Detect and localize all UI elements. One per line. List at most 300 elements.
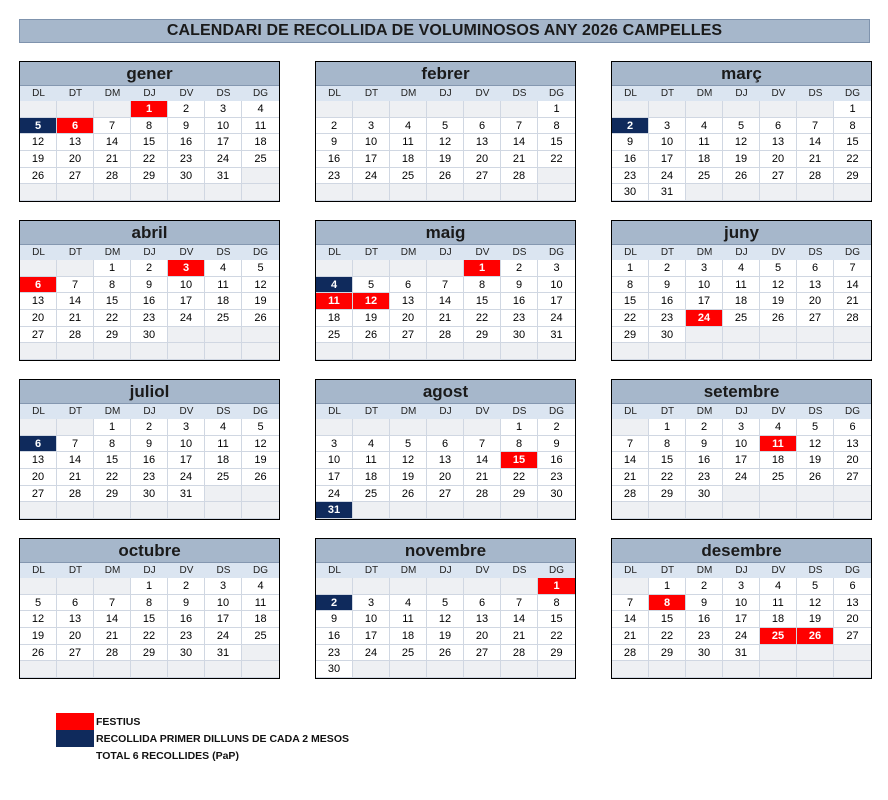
empty-cell xyxy=(390,502,427,519)
empty-cell xyxy=(760,661,797,678)
day-cell: 13 xyxy=(834,436,871,453)
empty-cell xyxy=(353,578,390,595)
empty-cell xyxy=(797,502,834,519)
day-cell: 10 xyxy=(353,611,390,628)
day-cell: 20 xyxy=(390,310,427,327)
day-cell: 13 xyxy=(464,134,501,151)
empty-cell xyxy=(94,578,131,595)
day-cell: 28 xyxy=(57,486,94,503)
day-cell: 18 xyxy=(242,611,279,628)
empty-cell xyxy=(723,661,760,678)
day-cell: 2 xyxy=(686,578,723,595)
day-cell: 9 xyxy=(131,436,168,453)
day-cell: 12 xyxy=(20,611,57,628)
month-febrer xyxy=(315,61,576,202)
day-cell: 22 xyxy=(649,628,686,645)
day-cell: 5 xyxy=(390,436,427,453)
day-cell: 17 xyxy=(723,611,760,628)
day-cell: 26 xyxy=(242,469,279,486)
empty-cell xyxy=(464,101,501,118)
day-cell: 4 xyxy=(390,595,427,612)
empty-cell xyxy=(57,578,94,595)
day-cell: 14 xyxy=(94,134,131,151)
day-cell: 6 xyxy=(390,277,427,294)
empty-cell xyxy=(427,661,464,678)
day-cell: 29 xyxy=(131,168,168,185)
weekday-label: DL xyxy=(624,88,637,99)
pickup-day-cell: 6 xyxy=(20,436,57,453)
day-cell: 3 xyxy=(205,578,242,595)
empty-cell xyxy=(20,184,57,201)
empty-cell xyxy=(538,184,575,201)
day-cell: 14 xyxy=(57,452,94,469)
days-grid xyxy=(316,419,575,519)
day-cell: 6 xyxy=(464,595,501,612)
day-cell: 29 xyxy=(649,645,686,662)
day-cell: 17 xyxy=(686,293,723,310)
empty-cell xyxy=(205,327,242,344)
weekday-label: DV xyxy=(771,247,786,258)
weekday-label: DG xyxy=(845,565,860,576)
weekday-label: DJ xyxy=(439,88,452,99)
day-cell: 30 xyxy=(316,661,353,678)
weekday-label: DJ xyxy=(143,565,156,576)
days-grid xyxy=(20,419,279,519)
holiday-day-cell: 15 xyxy=(501,452,538,469)
weekday-label: DM xyxy=(104,565,121,576)
day-cell: 10 xyxy=(723,595,760,612)
month-name: febrer xyxy=(316,62,575,86)
empty-cell xyxy=(723,343,760,360)
empty-cell xyxy=(131,661,168,678)
empty-cell xyxy=(464,419,501,436)
empty-cell xyxy=(242,661,279,678)
day-cell: 10 xyxy=(168,436,205,453)
day-cell: 4 xyxy=(242,578,279,595)
empty-cell xyxy=(649,661,686,678)
weekday-label: DS xyxy=(808,565,823,576)
weekday-header-row xyxy=(612,563,871,578)
day-cell: 2 xyxy=(168,101,205,118)
weekday-label: DG xyxy=(845,247,860,258)
weekday-label: DS xyxy=(512,88,527,99)
month-name: juliol xyxy=(20,380,279,404)
day-cell: 23 xyxy=(168,628,205,645)
day-cell: 21 xyxy=(834,293,871,310)
empty-cell xyxy=(464,343,501,360)
day-cell: 3 xyxy=(205,101,242,118)
empty-cell xyxy=(168,184,205,201)
empty-cell xyxy=(131,343,168,360)
day-cell: 7 xyxy=(612,436,649,453)
day-cell: 10 xyxy=(205,118,242,135)
day-cell: 1 xyxy=(501,419,538,436)
weekday-label: DS xyxy=(808,406,823,417)
empty-cell xyxy=(390,184,427,201)
days-grid xyxy=(20,101,279,201)
day-cell: 12 xyxy=(427,134,464,151)
day-cell: 9 xyxy=(538,436,575,453)
day-cell: 29 xyxy=(538,645,575,662)
empty-cell xyxy=(538,661,575,678)
day-cell: 28 xyxy=(427,327,464,344)
day-cell: 20 xyxy=(20,310,57,327)
month-name: desembre xyxy=(612,539,871,563)
day-cell: 18 xyxy=(723,293,760,310)
legend-holidays-label: FESTIUS xyxy=(96,716,141,728)
empty-cell xyxy=(353,661,390,678)
weekday-label: DM xyxy=(696,406,713,417)
weekday-label: DT xyxy=(364,406,379,417)
day-cell: 29 xyxy=(649,486,686,503)
day-cell: 22 xyxy=(94,469,131,486)
day-cell: 25 xyxy=(316,327,353,344)
empty-cell xyxy=(760,327,797,344)
day-cell: 29 xyxy=(94,486,131,503)
day-cell: 21 xyxy=(94,151,131,168)
day-cell: 19 xyxy=(20,151,57,168)
month-name: agost xyxy=(316,380,575,404)
empty-cell xyxy=(57,101,94,118)
day-cell: 19 xyxy=(797,611,834,628)
weekday-label: DJ xyxy=(735,406,748,417)
empty-cell xyxy=(20,101,57,118)
empty-cell xyxy=(464,502,501,519)
day-cell: 10 xyxy=(686,277,723,294)
day-cell: 3 xyxy=(316,436,353,453)
weekday-label: DL xyxy=(328,565,341,576)
day-cell: 27 xyxy=(464,645,501,662)
day-cell: 3 xyxy=(538,260,575,277)
weekday-label: DS xyxy=(808,247,823,258)
day-cell: 17 xyxy=(353,151,390,168)
month-gener xyxy=(19,61,280,202)
month-maig xyxy=(315,220,576,361)
weekday-label: DT xyxy=(364,88,379,99)
month-name: maig xyxy=(316,221,575,245)
day-cell: 25 xyxy=(242,628,279,645)
day-cell: 18 xyxy=(390,628,427,645)
weekday-label: DS xyxy=(216,406,231,417)
day-cell: 11 xyxy=(242,595,279,612)
weekday-label: DT xyxy=(364,247,379,258)
weekday-header-row xyxy=(612,404,871,419)
empty-cell xyxy=(834,502,871,519)
day-cell: 8 xyxy=(538,595,575,612)
weekday-label: DG xyxy=(549,88,564,99)
empty-cell xyxy=(760,486,797,503)
day-cell: 28 xyxy=(834,310,871,327)
day-cell: 26 xyxy=(427,168,464,185)
day-cell: 11 xyxy=(760,595,797,612)
weekday-label: DV xyxy=(475,247,490,258)
holiday-day-cell: 3 xyxy=(168,260,205,277)
weekday-label: DJ xyxy=(439,247,452,258)
day-cell: 23 xyxy=(316,645,353,662)
day-cell: 12 xyxy=(723,134,760,151)
day-cell: 15 xyxy=(649,452,686,469)
day-cell: 28 xyxy=(612,645,649,662)
month-name: juny xyxy=(612,221,871,245)
day-cell: 29 xyxy=(131,645,168,662)
weekday-label: DT xyxy=(68,406,83,417)
empty-cell xyxy=(94,184,131,201)
day-cell: 15 xyxy=(94,293,131,310)
empty-cell xyxy=(612,502,649,519)
day-cell: 9 xyxy=(131,277,168,294)
empty-cell xyxy=(501,184,538,201)
day-cell: 9 xyxy=(686,595,723,612)
weekday-label: DL xyxy=(32,247,45,258)
day-cell: 8 xyxy=(464,277,501,294)
weekday-label: DM xyxy=(104,406,121,417)
empty-cell xyxy=(20,661,57,678)
empty-cell xyxy=(316,343,353,360)
weekday-label: DS xyxy=(216,247,231,258)
month-novembre xyxy=(315,538,576,679)
empty-cell xyxy=(723,502,760,519)
empty-cell xyxy=(612,419,649,436)
empty-cell xyxy=(427,260,464,277)
day-cell: 28 xyxy=(57,327,94,344)
day-cell: 29 xyxy=(834,168,871,185)
day-cell: 9 xyxy=(686,436,723,453)
day-cell: 27 xyxy=(57,168,94,185)
day-cell: 31 xyxy=(168,486,205,503)
empty-cell xyxy=(20,343,57,360)
day-cell: 27 xyxy=(57,645,94,662)
day-cell: 28 xyxy=(464,486,501,503)
holiday-day-cell: 11 xyxy=(760,436,797,453)
empty-cell xyxy=(797,645,834,662)
empty-cell xyxy=(834,327,871,344)
holiday-day-cell: 1 xyxy=(538,578,575,595)
weekday-label: DT xyxy=(68,565,83,576)
empty-cell xyxy=(834,661,871,678)
month-octubre xyxy=(19,538,280,679)
day-cell: 7 xyxy=(464,436,501,453)
weekday-label: DL xyxy=(32,88,45,99)
day-cell: 29 xyxy=(94,327,131,344)
day-cell: 7 xyxy=(94,595,131,612)
weekday-label: DG xyxy=(845,88,860,99)
day-cell: 7 xyxy=(57,436,94,453)
weekday-label: DJ xyxy=(143,406,156,417)
empty-cell xyxy=(427,184,464,201)
empty-cell xyxy=(464,184,501,201)
day-cell: 26 xyxy=(427,645,464,662)
weekday-label: DM xyxy=(400,88,417,99)
day-cell: 18 xyxy=(205,293,242,310)
day-cell: 4 xyxy=(390,118,427,135)
weekday-label: DL xyxy=(32,406,45,417)
day-cell: 7 xyxy=(427,277,464,294)
day-cell: 21 xyxy=(57,469,94,486)
empty-cell xyxy=(20,419,57,436)
day-cell: 20 xyxy=(57,628,94,645)
day-cell: 20 xyxy=(57,151,94,168)
day-cell: 13 xyxy=(797,277,834,294)
day-cell: 26 xyxy=(20,168,57,185)
weekday-label: DJ xyxy=(735,565,748,576)
empty-cell xyxy=(686,343,723,360)
weekday-label: DJ xyxy=(439,406,452,417)
day-cell: 18 xyxy=(205,452,242,469)
holiday-day-cell: 6 xyxy=(57,118,94,135)
weekday-label: DJ xyxy=(439,565,452,576)
empty-cell xyxy=(760,645,797,662)
day-cell: 19 xyxy=(427,628,464,645)
day-cell: 21 xyxy=(612,628,649,645)
day-cell: 20 xyxy=(427,469,464,486)
day-cell: 4 xyxy=(686,118,723,135)
day-cell: 16 xyxy=(168,611,205,628)
day-cell: 13 xyxy=(20,452,57,469)
day-cell: 11 xyxy=(242,118,279,135)
day-cell: 30 xyxy=(612,184,649,201)
day-cell: 31 xyxy=(205,168,242,185)
empty-cell xyxy=(390,661,427,678)
day-cell: 9 xyxy=(612,134,649,151)
day-cell: 27 xyxy=(464,168,501,185)
day-cell: 16 xyxy=(686,611,723,628)
day-cell: 22 xyxy=(834,151,871,168)
empty-cell xyxy=(427,578,464,595)
empty-cell xyxy=(686,184,723,201)
day-cell: 2 xyxy=(131,260,168,277)
day-cell: 17 xyxy=(205,134,242,151)
month-name: setembre xyxy=(612,380,871,404)
empty-cell xyxy=(538,168,575,185)
weekday-label: DV xyxy=(179,406,194,417)
day-cell: 19 xyxy=(242,452,279,469)
day-cell: 14 xyxy=(427,293,464,310)
empty-cell xyxy=(20,502,57,519)
day-cell: 28 xyxy=(501,168,538,185)
day-cell: 13 xyxy=(834,595,871,612)
weekday-label: DG xyxy=(549,247,564,258)
empty-cell xyxy=(797,327,834,344)
weekday-label: DG xyxy=(253,565,268,576)
weekday-header-row xyxy=(316,404,575,419)
day-cell: 13 xyxy=(464,611,501,628)
day-cell: 12 xyxy=(20,134,57,151)
day-cell: 25 xyxy=(686,168,723,185)
day-cell: 3 xyxy=(353,595,390,612)
day-cell: 26 xyxy=(723,168,760,185)
day-cell: 10 xyxy=(723,436,760,453)
day-cell: 27 xyxy=(797,310,834,327)
day-cell: 26 xyxy=(20,645,57,662)
day-cell: 2 xyxy=(131,419,168,436)
day-cell: 11 xyxy=(205,436,242,453)
weekday-label: DL xyxy=(32,565,45,576)
day-cell: 25 xyxy=(760,469,797,486)
day-cell: 4 xyxy=(723,260,760,277)
calendar-title: CALENDARI DE RECOLLIDA DE VOLUMINOSOS ANY 2026 CAMPELLES xyxy=(19,19,870,43)
empty-cell xyxy=(57,343,94,360)
day-cell: 20 xyxy=(760,151,797,168)
weekday-label: DL xyxy=(328,88,341,99)
day-cell: 29 xyxy=(501,486,538,503)
day-cell: 3 xyxy=(723,419,760,436)
day-cell: 19 xyxy=(723,151,760,168)
day-cell: 23 xyxy=(686,469,723,486)
pickup-day-cell: 31 xyxy=(316,502,353,519)
day-cell: 26 xyxy=(353,327,390,344)
day-cell: 23 xyxy=(649,310,686,327)
empty-cell xyxy=(760,502,797,519)
day-cell: 31 xyxy=(205,645,242,662)
empty-cell xyxy=(57,419,94,436)
month-desembre xyxy=(611,538,872,679)
day-cell: 12 xyxy=(760,277,797,294)
weekday-label: DJ xyxy=(143,247,156,258)
weekday-label: DM xyxy=(104,247,121,258)
day-cell: 15 xyxy=(649,611,686,628)
weekday-label: DM xyxy=(696,247,713,258)
day-cell: 9 xyxy=(168,118,205,135)
empty-cell xyxy=(797,486,834,503)
empty-cell xyxy=(242,486,279,503)
empty-cell xyxy=(686,327,723,344)
weekday-label: DM xyxy=(400,406,417,417)
days-grid xyxy=(20,578,279,678)
day-cell: 30 xyxy=(168,645,205,662)
empty-cell xyxy=(427,502,464,519)
day-cell: 7 xyxy=(94,118,131,135)
day-cell: 13 xyxy=(20,293,57,310)
day-cell: 13 xyxy=(427,452,464,469)
holiday-day-cell: 6 xyxy=(20,277,57,294)
day-cell: 22 xyxy=(131,628,168,645)
day-cell: 9 xyxy=(316,134,353,151)
day-cell: 16 xyxy=(612,151,649,168)
empty-cell xyxy=(205,486,242,503)
day-cell: 1 xyxy=(94,419,131,436)
empty-cell xyxy=(834,486,871,503)
day-cell: 6 xyxy=(57,595,94,612)
empty-cell xyxy=(464,661,501,678)
day-cell: 21 xyxy=(501,628,538,645)
empty-cell xyxy=(723,101,760,118)
weekday-label: DT xyxy=(364,565,379,576)
day-cell: 5 xyxy=(20,595,57,612)
day-cell: 1 xyxy=(649,419,686,436)
weekday-label: DS xyxy=(512,565,527,576)
empty-cell xyxy=(353,343,390,360)
weekday-label: DV xyxy=(771,88,786,99)
day-cell: 17 xyxy=(168,293,205,310)
empty-cell xyxy=(57,502,94,519)
empty-cell xyxy=(205,343,242,360)
day-cell: 5 xyxy=(353,277,390,294)
empty-cell xyxy=(834,645,871,662)
day-cell: 21 xyxy=(464,469,501,486)
day-cell: 3 xyxy=(353,118,390,135)
day-cell: 21 xyxy=(427,310,464,327)
weekday-header-row xyxy=(612,245,871,260)
month-abril xyxy=(19,220,280,361)
day-cell: 24 xyxy=(168,310,205,327)
legend-pickup-label: RECOLLIDA PRIMER DILLUNS DE CADA 2 MESOS xyxy=(96,733,349,745)
month-name: abril xyxy=(20,221,279,245)
holiday-day-cell: 8 xyxy=(649,595,686,612)
day-cell: 30 xyxy=(686,645,723,662)
day-cell: 16 xyxy=(649,293,686,310)
day-cell: 22 xyxy=(538,628,575,645)
empty-cell xyxy=(20,578,57,595)
